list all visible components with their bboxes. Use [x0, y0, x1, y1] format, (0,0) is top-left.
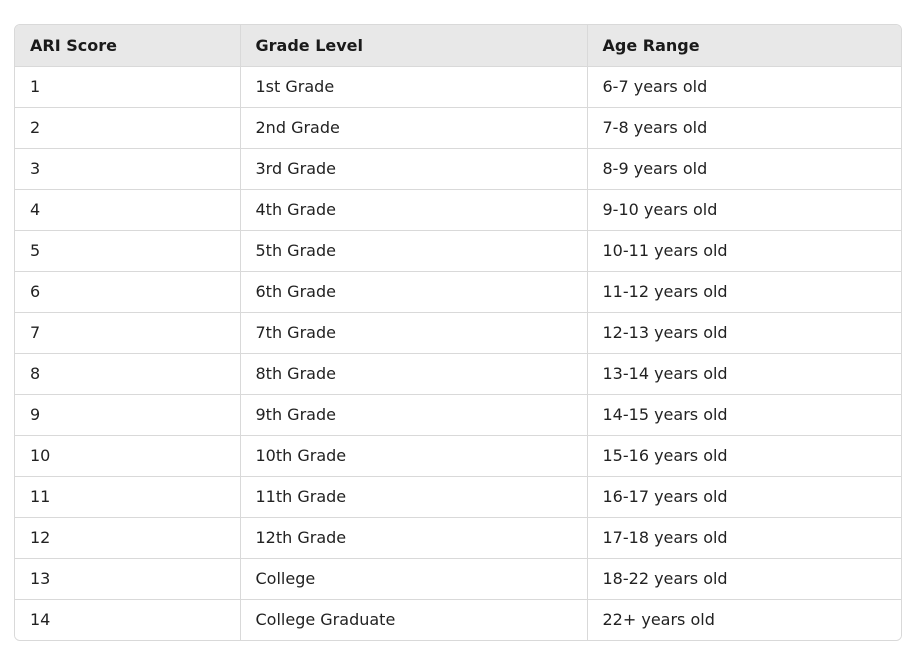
cell-grade-level: 11th Grade: [240, 476, 587, 517]
table-row: [15, 476, 901, 517]
cell-ari-score: 6: [15, 271, 240, 312]
ari-grade-table: [14, 24, 902, 641]
cell-grade-level: 7th Grade: [240, 312, 587, 353]
cell-age-range: 15-16 years old: [587, 435, 901, 476]
cell-grade-level: College: [240, 558, 587, 599]
cell-age-range: 9-10 years old: [587, 189, 901, 230]
table-row: [15, 230, 901, 271]
cell-ari-score: 2: [15, 107, 240, 148]
cell-grade-level: 8th Grade: [240, 353, 587, 394]
header-ari-score: ARI Score: [15, 25, 240, 66]
table-row: [15, 353, 901, 394]
table-row: [15, 66, 901, 107]
header-grade-level: Grade Level: [240, 25, 587, 66]
cell-ari-score: 12: [15, 517, 240, 558]
cell-ari-score: 9: [15, 394, 240, 435]
table-row: [15, 107, 901, 148]
cell-ari-score: 14: [15, 599, 240, 640]
table-row: [15, 189, 901, 230]
cell-age-range: 17-18 years old: [587, 517, 901, 558]
cell-ari-score: 10: [15, 435, 240, 476]
cell-age-range: 18-22 years old: [587, 558, 901, 599]
cell-age-range: 8-9 years old: [587, 148, 901, 189]
cell-ari-score: 3: [15, 148, 240, 189]
cell-age-range: 13-14 years old: [587, 353, 901, 394]
table-row: [15, 148, 901, 189]
cell-age-range: 12-13 years old: [587, 312, 901, 353]
cell-grade-level: 4th Grade: [240, 189, 587, 230]
table-row: [15, 558, 901, 599]
table-header: [15, 25, 901, 66]
table-body: [15, 66, 901, 640]
cell-age-range: 6-7 years old: [587, 66, 901, 107]
cell-age-range: 22+ years old: [587, 599, 901, 640]
cell-ari-score: 8: [15, 353, 240, 394]
cell-grade-level: 12th Grade: [240, 517, 587, 558]
cell-age-range: 10-11 years old: [587, 230, 901, 271]
table-row: [15, 599, 901, 640]
table-row: [15, 435, 901, 476]
cell-age-range: 14-15 years old: [587, 394, 901, 435]
cell-age-range: 7-8 years old: [587, 107, 901, 148]
cell-ari-score: 11: [15, 476, 240, 517]
cell-ari-score: 7: [15, 312, 240, 353]
cell-grade-level: 1st Grade: [240, 66, 587, 107]
table-row: [15, 394, 901, 435]
table: [15, 25, 901, 640]
cell-grade-level: 10th Grade: [240, 435, 587, 476]
cell-ari-score: 4: [15, 189, 240, 230]
cell-grade-level: 6th Grade: [240, 271, 587, 312]
cell-ari-score: 5: [15, 230, 240, 271]
header-row: [15, 25, 901, 66]
cell-age-range: 16-17 years old: [587, 476, 901, 517]
cell-grade-level: 9th Grade: [240, 394, 587, 435]
header-age-range: Age Range: [587, 25, 901, 66]
cell-ari-score: 13: [15, 558, 240, 599]
cell-age-range: 11-12 years old: [587, 271, 901, 312]
table-row: [15, 517, 901, 558]
cell-grade-level: 2nd Grade: [240, 107, 587, 148]
cell-grade-level: College Graduate: [240, 599, 587, 640]
table-row: [15, 312, 901, 353]
cell-ari-score: 1: [15, 66, 240, 107]
table-row: [15, 271, 901, 312]
cell-grade-level: 5th Grade: [240, 230, 587, 271]
cell-grade-level: 3rd Grade: [240, 148, 587, 189]
